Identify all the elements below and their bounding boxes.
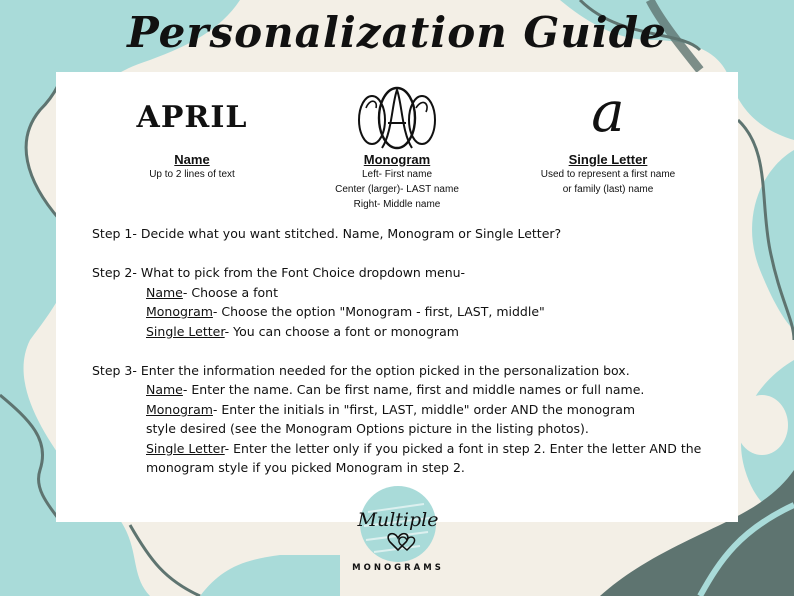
- step-2-single: Single Letter- You can choose a font or monogram: [146, 323, 459, 339]
- step-2: Step 2- What to pick from the Font Choice dropdown menu-: [92, 265, 466, 280]
- option-desc-line: Used to represent a first name: [540, 169, 676, 180]
- option-name: [122, 78, 262, 182]
- logo-caps-text: MONOGRAMS: [352, 563, 444, 573]
- option-desc-line: Left- First name: [361, 169, 433, 180]
- option-title-name: Name: [174, 152, 210, 167]
- name-sample: APRIL: [136, 100, 248, 135]
- option-title-monogram: Monogram: [363, 152, 431, 167]
- step-3-name: Name- Enter the name. Can be first name, first and middle names or full name.: [146, 382, 645, 397]
- step-2-monogram: Monogram- Choose the option "Monogram - first, LAST, middle": [146, 304, 545, 319]
- step-3-monogram: Monogram- Enter the initials in "first, LAST, middle" order AND the monogram: [146, 401, 636, 417]
- brand-logo: [350, 482, 446, 578]
- step-3-single: Single Letter- Enter the letter only if you picked a font in step 2. Enter the letter AND the: [146, 440, 702, 456]
- option-desc-line: or family (last) name: [562, 184, 654, 195]
- option-desc-line: Right- Middle name: [353, 199, 441, 210]
- page-title: Personalization Guide: [127, 8, 667, 57]
- monogram-sample-icon: [352, 78, 442, 158]
- option-desc-line: Up to 2 lines of text: [149, 169, 235, 180]
- step-3-single-cont: monogram style if you picked Monogram in step 2.: [146, 460, 465, 475]
- step-1: Step 1- Decide what you want stitched. Name, Monogram or Single Letter?: [92, 226, 562, 241]
- option-monogram: [312, 78, 482, 212]
- option-single-letter: [528, 78, 688, 197]
- logo-script-text: Multiple: [357, 509, 439, 531]
- step-3: Step 3- Enter the information needed for the option picked in the personalization box.: [92, 362, 630, 378]
- step-2-name: Name- Choose a font: [146, 284, 279, 300]
- option-title-single-letter: Single Letter: [568, 152, 648, 167]
- steps-section: [92, 224, 712, 478]
- single-letter-sample: a: [591, 80, 625, 145]
- option-desc-line: Center (larger)- LAST name: [335, 184, 459, 195]
- step-3-monogram-cont: style desired (see the Monogram Options picture in the listing photos).: [146, 421, 589, 436]
